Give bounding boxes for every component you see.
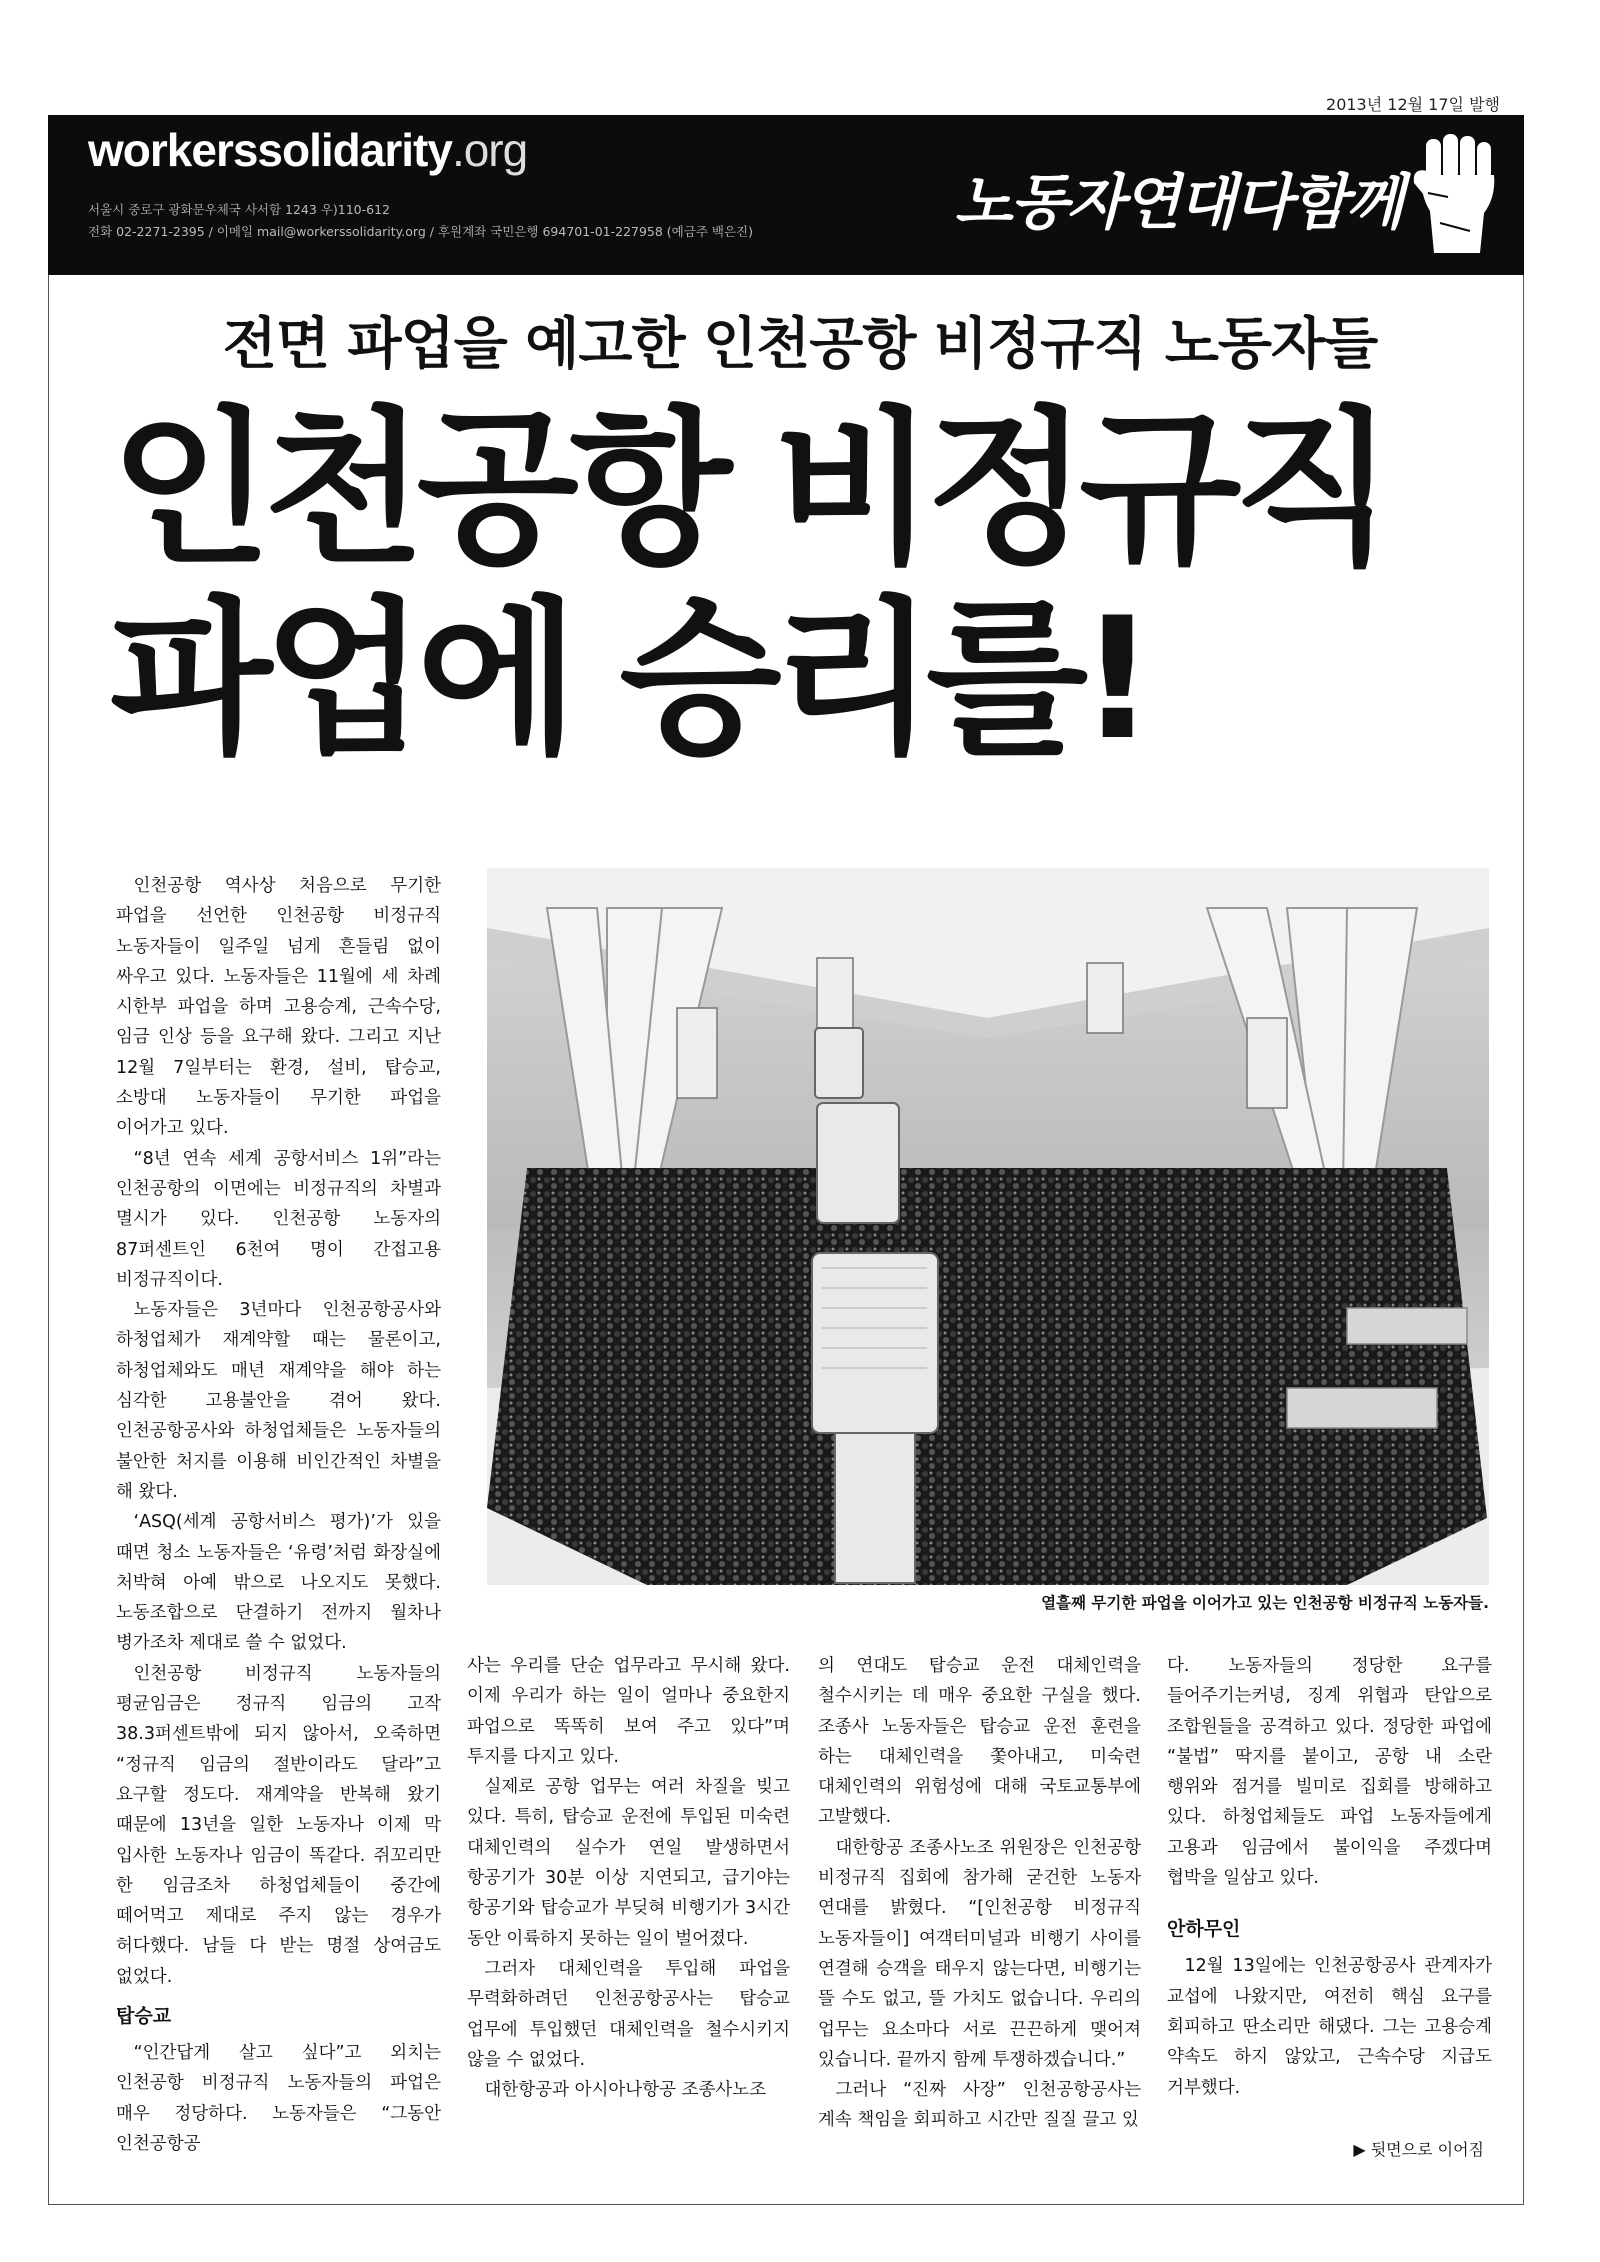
article-paragraph: 사는 우리를 단순 업무라고 무시해 왔다. 이제 우리가 하는 일이 얼마나 중요한지 파업으로 똑똑히 보여 주고 있다”며 투지를 다지고 있다. [467,1656,790,1767]
section-heading: 탑승교 [116,2004,172,2027]
headline-line-2: 파업에 승리를! [110,581,1147,777]
paper-name: 노동자연대다함께 [954,168,1402,238]
article-paragraph: 다. 노동자들의 정당한 요구를 들어주기는커녕, 징계 위협과 탄압으로 조합원들을 공격하고 있다. 정당한 파업에 “불법” 딱지를 붙이고, 공항 내 소란 행위와 점거를 빌미로 집회를 방해하고 있다. 하청업체들도 파업 노동자들에게 고용과 임금에서 불이익을 주겠다며 협박을 일삼고 있다. [1167,1656,1492,1889]
site-name: workerssolidarity [88,124,452,176]
article-paragraph: “인간답게 살고 싶다”고 외치는 인천공항 비정규직 노동자들의 파업은 매우 정당하다. 노동자들은 “그동안 인천공항공 [116,2042,441,2154]
article-paragraph: 12월 13일에는 인천공항공사 관계자가 교섭에 나왔지만, 여전히 핵심 요구를 회피하고 딴소리만 해댔다. 그는 고용승계 약속도 하지 않았고, 근속수당 지급도 거부했다. [1167,1956,1492,2098]
raised-fist-icon [1410,131,1502,259]
article-paragraph: 실제로 공항 업무는 여러 차질을 빚고 있다. 특히, 탑승교 운전에 투입된 미숙련 대체인력의 실수가 연일 발생하면서 항공기가 30분 이상 지연되고, 급기야는 항공기와 탑승교가 부딪혀 비행기가 3시간 동안 이륙하지 못하는 일이 벌어졌다. [467,1777,790,1949]
issue-date: 2013년 12월 17일 발행 [1326,95,1500,114]
article-paragraph: 대한항공 조종사노조 위원장은 인천공항 비정규직 집회에 참가해 굳건한 노동자 연대를 밝혔다. “[인천공항 비정규직 노동자들이] 여객터미널과 비행기 사이를 연결해 승객을 태우지 않는다면, 비행기는 뜰 수도 없고, 뜰 가치도 없습니다. 우리의 업무는 요소마다 서로 끈끈하게 맺어져 있습니다. 끝까지 함께 투쟁하겠습니다.” [818,1837,1141,2070]
article-paragraph: 대한항공과 아시아나항공 조종사노조 [484,2080,767,2101]
article-column-3 [818,1651,1141,2136]
article-paragraph: 인천공항 비정규직 노동자들의 평균임금은 정규직 임금의 고작 38.3퍼센트밖에 되지 않아서, 오죽하면 “정규직 임금의 절반이라도 달라”고 요구할 정도다. 재계약을 반복해 왔기 때문에 13년을 일한 노동자나 이제 막 입사한 노동자나 임금이 똑같다. 쥐꼬리만 한 임금조차 하청업체들이 중간에 떼어먹고 제대로 주지 않는 경우가 허다했다. 남들 다 받는 명절 상여금도 없었다. [116,1663,441,1987]
article-paragraph: ‘ASQ(세계 공항서비스 평가)’가 있을 때면 청소 노동자들은 ‘유령’처럼 화장실에 처박혀 아예 밖으로 나오지도 못했다. 노동조합으로 단결하기 전까지 월차나 병가조차 제대로 쓸 수 없었다. [116,1512,441,1654]
article-paragraph: 인천공항 역사상 처음으로 무기한 파업을 선언한 인천공항 비정규직 노동자들이 일주일 넘게 흔들림 없이 싸우고 있다. 노동자들은 11월에 세 차례 시한부 파업을 하며 고용승계, 근속수당, 임금 인상 등을 요구해 왔다. 그리고 지난 12월 7일부터는 환경, 설비, 탑승교, 소방대 노동자들이 무기한 파업을 이어가고 있다. [116,876,441,1139]
subtitle: 전면 파업을 예고한 인천공항 비정규직 노동자들 [222,312,1378,377]
headline-line-1: 인천공항 비정규직 [110,391,1386,587]
article-column-4 [1167,1651,1492,2103]
article-column-1 [116,871,441,2159]
article-paragraph: 노동자들은 3년마다 인천공항공사와 하청업체가 재계약할 때는 물론이고, 하청업체와도 매년 재계약을 해야 하는 심각한 고용불안을 겪어 왔다. 인천공항공사와 하청업체들은 노동자들의 불안한 처지를 이용해 비인간적인 차별을 해 왔다. [116,1300,441,1502]
continued-on-back-link[interactable]: ▶ 뒷면으로 이어짐 [1353,2140,1484,2159]
mailing-address: 서울시 중로구 광화문우체국 사서함 1243 우)110-612 [88,202,390,217]
section-heading: 안하무인 [1167,1918,1241,1941]
site-tld: .org [451,124,528,176]
article-paragraph: 그러자 대체인력을 투입해 파업을 무력화하려던 인천공항공사는 탑승교 업무에 투입했던 대체인력을 철수시키지 않을 수 없었다. [467,1958,790,2070]
article-column-2 [467,1651,790,2105]
contact-info: 전화 02-2271-2395 / 이메일 mail@workerssolidarity.org / 후원계좌 국민은행 694701-01-227958 (예금주 백은진) [88,224,753,239]
masthead [48,115,1524,275]
site-logo[interactable] [88,123,527,177]
strike-rally-photo [487,868,1489,1585]
photo-caption: 열흘째 무기한 파업을 이어가고 있는 인천공항 비정규직 노동자들. [1041,1594,1489,1612]
article-paragraph: 의 연대도 탑승교 운전 대체인력을 철수시키는 데 매우 중요한 구실을 했다. 조종사 노동자들은 탑승교 운전 훈련을 하는 대체인력을 쫓아내고, 미숙련 대체인력의 위험성에 대해 국토교통부에 고발했다. [818,1656,1141,1828]
article-paragraph: “8년 연속 세계 공항서비스 1위”라는 인천공항의 이면에는 비정규직의 차별과 멸시가 있다. 인천공항 노동자의 87퍼센트인 6천여 명이 간접고용 비정규직이다. [116,1148,441,1290]
article-paragraph: 그러나 “진짜 사장” 인천공항공사는 계속 책임을 회피하고 시간만 질질 끌고 있 [818,2080,1141,2131]
